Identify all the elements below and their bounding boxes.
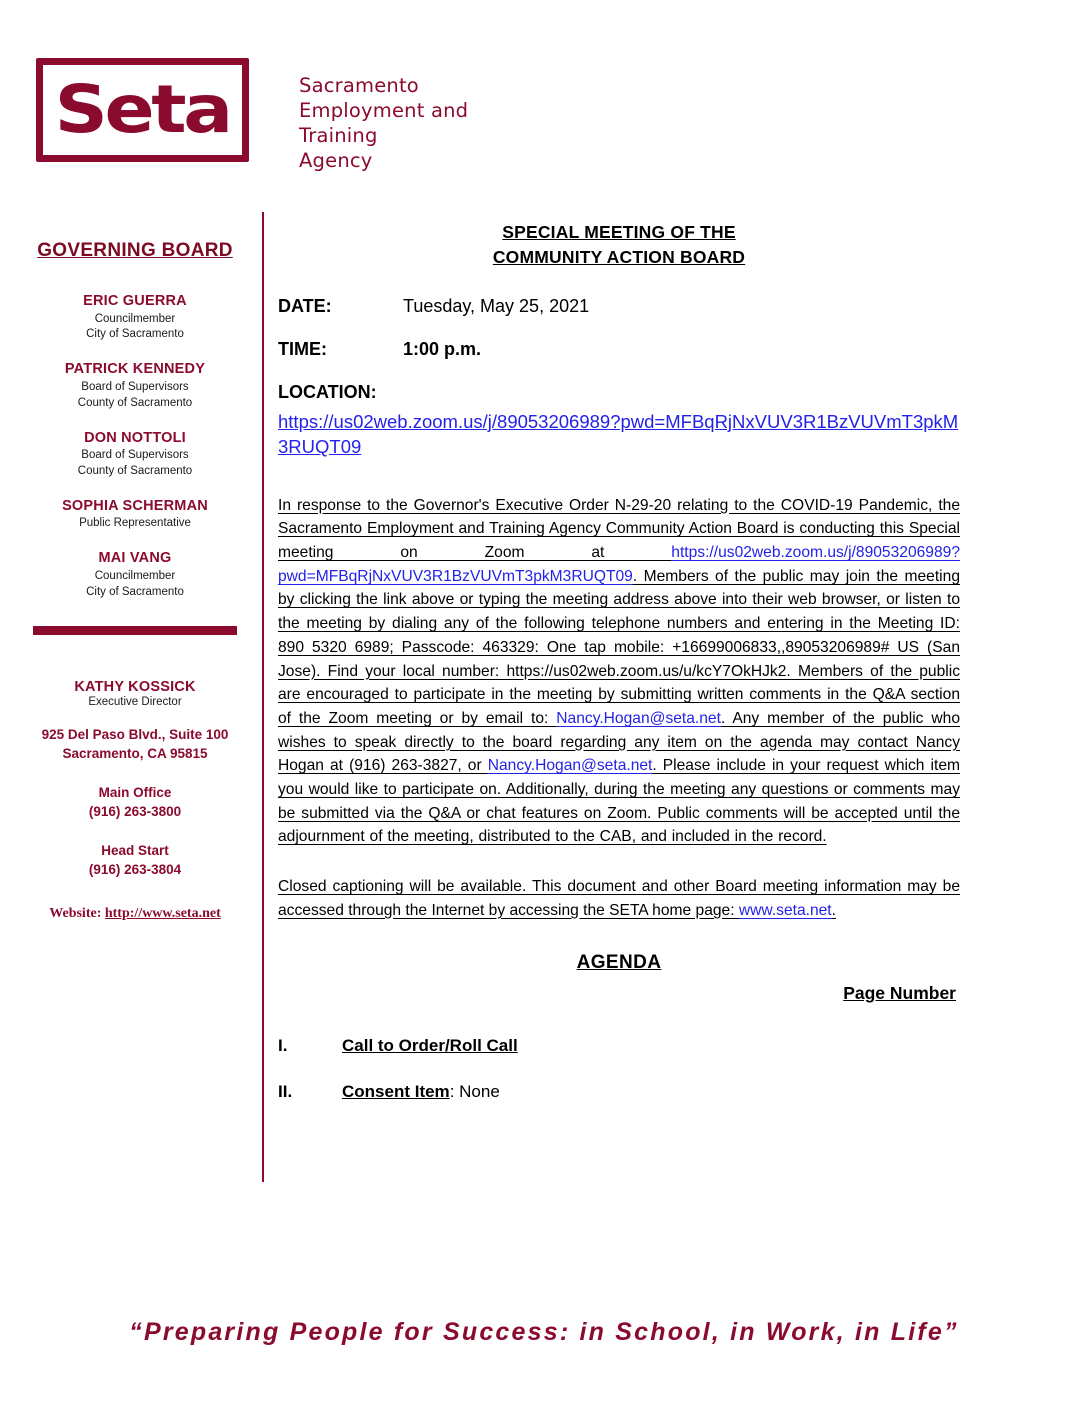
location-label: LOCATION:: [278, 381, 377, 402]
agenda-list: [278, 1036, 960, 1102]
main-office-label: Main Office: [98, 784, 172, 800]
agenda-item-title: Consent Item: [342, 1082, 450, 1102]
page-title-line-1: SPECIAL MEETING OF THE: [502, 222, 736, 242]
board-member-role-1: Board of Supervisors: [81, 380, 189, 393]
organization-name: [299, 74, 468, 174]
covid-notice-paragraph: [278, 494, 960, 849]
board-member-name: SOPHIA SCHERMAN: [62, 497, 208, 514]
board-member-name: MAI VANG: [98, 550, 172, 567]
agenda-item[interactable]: [278, 1036, 960, 1056]
board-member-role-1: Board of Supervisors: [81, 449, 189, 462]
meeting-meta: [278, 296, 960, 460]
seta-logo-icon: [36, 58, 249, 162]
agenda-item-body: [342, 1036, 518, 1056]
board-member-role-1: Councilmember: [94, 312, 176, 325]
page-title: [278, 220, 960, 270]
executive-director-name: KATHY KOSSICK: [74, 678, 196, 695]
time-label: TIME:: [278, 338, 327, 359]
main-office-phone: (916) 263-3800: [88, 804, 182, 820]
notice-email-link-2[interactable]: Nancy.Hogan@seta.net: [487, 757, 653, 775]
board-member-role-1: Public Representative: [79, 517, 191, 530]
notice-text-part-1: In response to the Governor's Executive Order N-29-20 relating to the COVID-19 Pandemic, the Sacramento Employment and Training Agency Community Action Board is conducting this Special meeting on Zoom at: [278, 496, 960, 562]
notice-zoom-link[interactable]: https://us02web.zoom.us/j/89053206989?pwd=MFBqRjNxVUV3R1BzVUVmT3pkM3RUQT09: [278, 544, 960, 585]
governing-board-title: GOVERNING BOARD: [37, 240, 233, 261]
board-member: [20, 429, 250, 480]
notice-text-part-2: . Members of the public may join the meeting by clicking the link above or typing the meeting address above into their web browser, or listen to the meeting by dialing any of the following telephone numbers and entering in the Meeting ID: 890 5320 6989; Passcode: 463329: One tap mobile: +16699006833,,89053206989# US (San Jose). Find your local number: https://us02web.zoom.us/u/kcY7OkHJk2. Members of the public are encouraged to participate in the meeting by submitting written comments in the Q&A section of the Zoom meeting or by email to:: [278, 567, 960, 727]
agenda-item-body: [342, 1082, 500, 1102]
agenda-heading: AGENDA: [576, 952, 662, 974]
head-start-phone-block: [20, 841, 250, 879]
seta-logo-wordmark: Seta: [54, 71, 231, 148]
agenda-item-title: Call to Order/Roll Call: [342, 1036, 518, 1056]
captioning-text-end: .: [831, 901, 836, 919]
notice-email-link-1[interactable]: Nancy.Hogan@seta.net: [556, 709, 721, 727]
date-value: Tuesday, May 25, 2021: [403, 295, 590, 316]
board-member-name: ERIC GUERRA: [83, 293, 187, 309]
footer-tagline: “Preparing People for Success: in School, in Work, in Life”: [129, 1318, 959, 1346]
website-line: [20, 906, 250, 922]
org-name-line-3: Training: [299, 123, 378, 147]
meeting-time-row: [278, 339, 960, 360]
head-start-phone: (916) 263-3804: [88, 862, 182, 878]
address-line-2: Sacramento, CA 95815: [62, 745, 208, 761]
time-value: 1:00 p.m.: [403, 338, 482, 359]
main-content: [278, 220, 960, 1128]
board-member: [20, 292, 250, 343]
notice-text-part-3: . Any member of the public who wishes to speak directly to the board regarding any item on the agenda may contact Nancy Hogan at (916) 263-3827, or: [278, 709, 960, 775]
head-start-label: Head Start: [101, 843, 169, 859]
board-member-role-1: Councilmember: [94, 569, 176, 582]
org-name-line-4: Agency: [299, 148, 373, 172]
agenda-item-numeral: I.: [278, 1036, 288, 1056]
agency-address: [20, 725, 250, 763]
board-member: [20, 497, 250, 532]
captioning-text: Closed captioning will be available. This document and other Board meeting information may be accessed through the Internet by accessing the SETA home page:: [278, 878, 960, 919]
board-member-role-2: City of Sacramento: [86, 585, 184, 598]
location-zoom-link[interactable]: https://us02web.zoom.us/j/89053206989?pwd=MFBqRjNxVUV3R1BzVUVmT3pkM3RUQT09: [278, 410, 959, 458]
executive-director-title: Executive Director: [88, 695, 182, 708]
agenda-item-suffix: : None: [449, 1082, 500, 1102]
website-link[interactable]: http://www.seta.net: [104, 906, 221, 922]
main-office-phone-block: [20, 783, 250, 821]
website-label: Website:: [49, 906, 102, 922]
org-name-line-1: Sacramento: [299, 74, 419, 97]
date-label: DATE:: [278, 295, 332, 316]
board-member: [20, 549, 250, 600]
agenda-item-numeral: II.: [278, 1082, 293, 1102]
page-title-line-2: COMMUNITY ACTION BOARD: [492, 246, 746, 267]
agenda-item[interactable]: [278, 1082, 960, 1102]
vertical-divider: [262, 212, 264, 1182]
notice-text-part-4: . Please include in your request which item you would like to participate on. Additionally, during the meeting any questions or comments may be submitted via the Q&A or chat features on Zoom. Public comments will be accepted until the adjournment of the meeting, distributed to the CAB, and included in the record.: [278, 757, 960, 846]
executive-director-block: [20, 679, 250, 708]
document-header: [36, 58, 468, 174]
board-member-role-2: City of Sacramento: [86, 328, 184, 341]
closed-captioning-paragraph: [278, 875, 960, 922]
page-number-column-header: Page Number: [843, 983, 956, 1004]
meeting-date-row: [278, 296, 960, 317]
board-member: [20, 360, 250, 411]
sidebar: [20, 240, 250, 922]
board-member-name: PATRICK KENNEDY: [64, 361, 206, 378]
board-member-role-2: County of Sacramento: [77, 464, 193, 477]
address-line-1: 925 Del Paso Blvd., Suite 100: [41, 726, 229, 742]
board-member-name: DON NOTTOLI: [84, 429, 186, 446]
meeting-location-row: [278, 382, 960, 460]
board-member-role-2: County of Sacramento: [77, 396, 193, 409]
org-name-line-2: Employment and: [299, 98, 469, 122]
sidebar-divider-bar: [33, 626, 237, 635]
seta-home-page-link[interactable]: www.seta.net: [738, 901, 832, 919]
